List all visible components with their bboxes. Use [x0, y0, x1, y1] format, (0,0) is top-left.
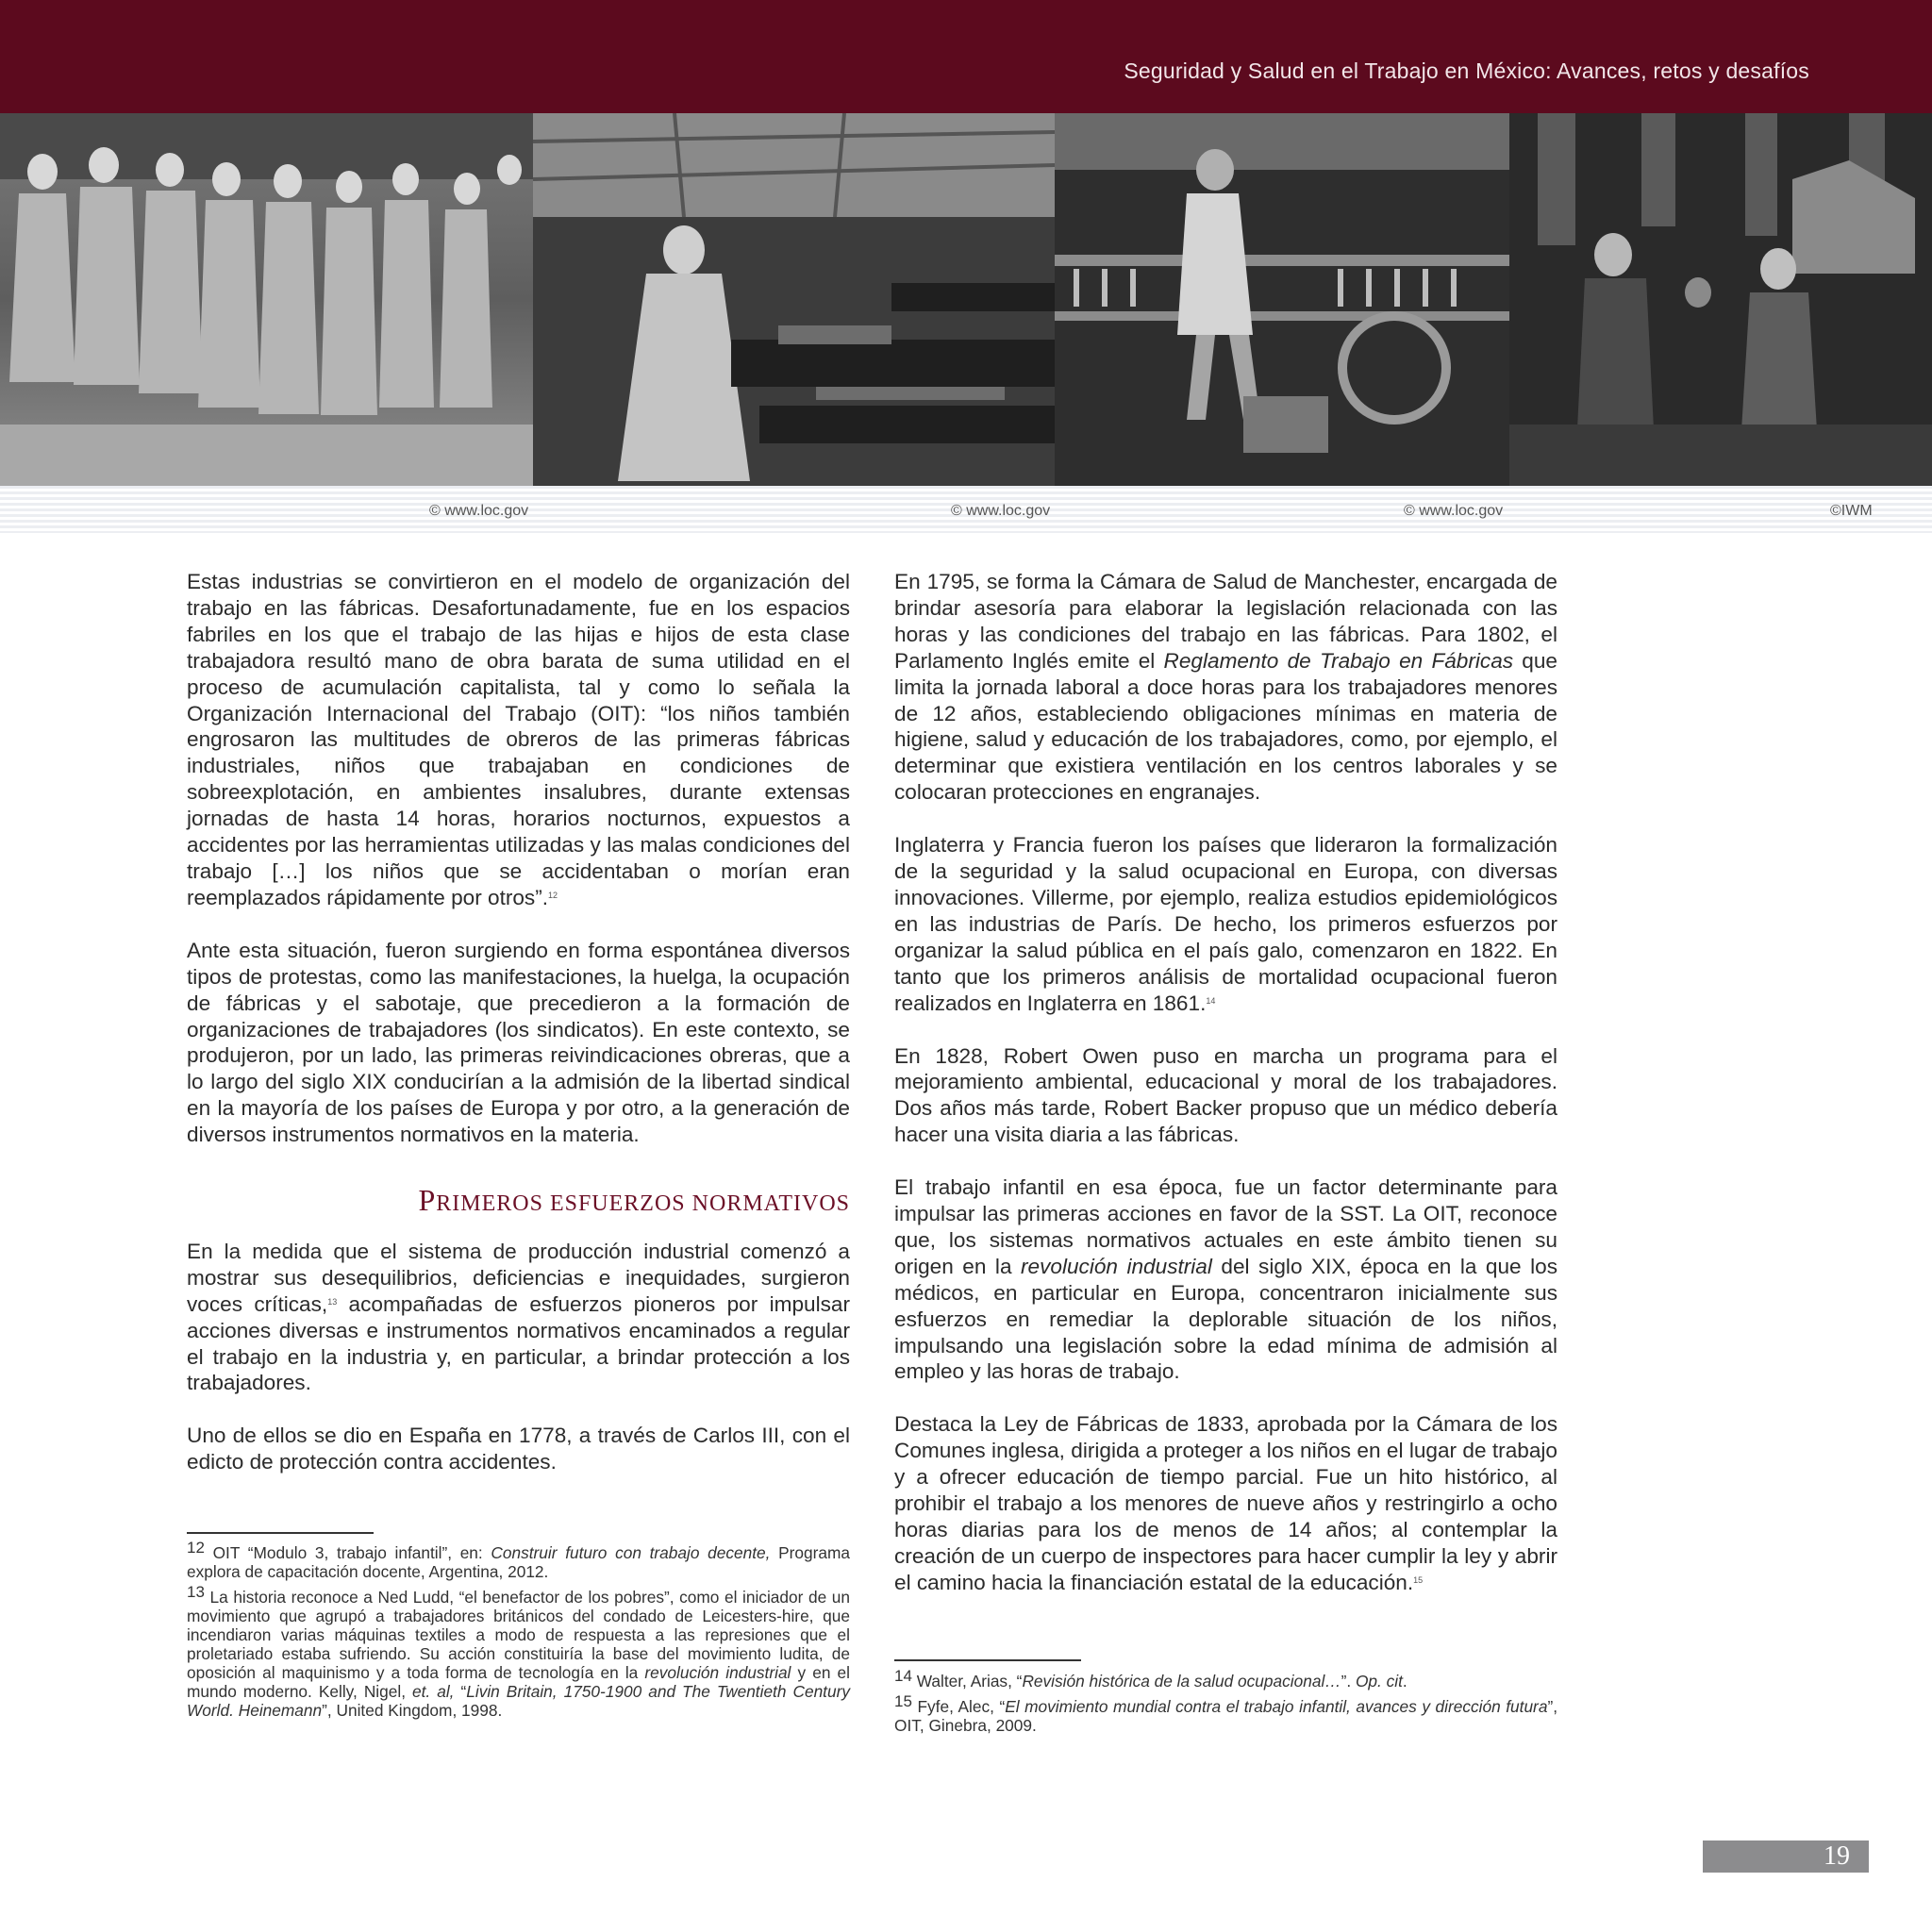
photo-credit: ©IWM	[1830, 503, 1873, 519]
footnote-ref[interactable]: 15	[1413, 1574, 1424, 1585]
footnote-rule	[894, 1659, 1081, 1661]
photo-credits-strip	[0, 486, 1932, 533]
factory-women-workers-photo	[0, 113, 533, 486]
woman-lathe-workshop-photo	[533, 113, 1055, 486]
body-paragraph: Inglaterra y Francia fueron los países que lideraron la formalización de la seguridad y la salud ocupacional en Europa, con diversas innovaciones. Villerme, por ejemplo, realiza estudios epidemiológicos en las industrias de París. De hecho, los primeros esfuerzos por organizar la salud pública en el país galo, comenzaron en 1822. En tanto que los primeros análisis de mortalidad ocupacional fueron realizados en Inglaterra en 1861.14	[894, 833, 1557, 1015]
left-footnotes	[187, 1539, 851, 1726]
body-paragraph: Uno de ellos se dio en España en 1778, a través de Carlos III, con el edicto de protección contra accidentes.	[187, 1424, 850, 1474]
body-paragraph: En 1828, Robert Owen puso en marcha un programa para el mejoramiento ambiental, educacional y moral de los trabajadores. Dos años más tarde, Robert Backer propuso que un médico debería hacer una visita diaria a las fábricas.	[894, 1043, 1557, 1147]
footnote-15: 15 Fyfe, Alec, “El movimiento mundial contra el trabajo infantil, avances y dirección futura”, OIT, Ginebra, 2009.	[894, 1692, 1557, 1735]
body-paragraph: Ante esta situación, fueron surgiendo en forma espontánea diversos tipos de protestas, como las manifestaciones, la huelga, la ocupación de fábricas y el sabotaje, que precedieron a la formación de organizaciones de trabajadores (los sindicatos). En este contexto, se produjeron, por un lado, las primeras reivindicaciones obreras, que a lo largo del siglo XIX conducirían a la admisión de la libertad sindical en la mayoría de los países de Europa y por otro, a la generación de diversos instrumentos normativos en la materia.	[187, 938, 850, 1147]
body-paragraph: Estas industrias se convirtieron en el modelo de organización del trabajo en las fábricas. Desafortunadamente, fue en los espacios fabriles en los que el trabajo de las hijas e hijos de esta clase trabajadora resultó mano de obra barata de suma utilidad en el proceso de acumulación capitalista, tal y como lo señala la Organización Internacional del Trabajo (OIT): “los niños también engrosaron las multitudes de obreros de las primeras fábricas industriales, niños que trabajaban en condiciones de sobreexplotación, en ambientes insalubres, durante extensas jornadas de hasta 14 horas, horarios nocturnos, expuestos a accidentes por las herramientas utilizadas y las malas condiciones del trabajo […] los niños que se accidentaban o morían eran reemplazados rápidamente por otros”.$^{12}$	[187, 570, 850, 909]
footnote-ref[interactable]: 13	[327, 1296, 338, 1307]
photo-credit: © www.loc.gov	[1404, 503, 1504, 519]
section-heading: PRIMEROS ESFUERZOS NORMATIVOS	[418, 1183, 850, 1218]
photo-credit: © www.loc.gov	[951, 503, 1051, 519]
footnote-rule	[187, 1532, 374, 1534]
photo-strip	[0, 113, 1932, 486]
page-number: 19	[1703, 1840, 1869, 1873]
body-paragraph: Destaca la Ley de Fábricas de 1833, aprobada por la Cámara de los Comunes inglesa, dirigida a proteger a los niños en el lugar de trabajo y a ofrecer educación de tiempo parcial. Fue un hito histórico, al prohibir el trabajo a los menores de nueve años y restringirlo a ocho horas diarias para los de menos de 14 años; al contemplar la creación de un cuerpo de inspectores para hacer cumplir la ley y abrir el camino hacia la financiación estatal de la educación.$^{15}$	[894, 1412, 1557, 1594]
child-spinning-mill-photo	[1055, 113, 1509, 486]
right-text-column	[894, 569, 1557, 1596]
boys-glassworks-photo	[1509, 113, 1932, 486]
footnote-12: 12 OIT “Modulo 3, trabajo infantil”, en: Construir futuro con trabajo decente, Programa explora de capacitación docente, Argentina, 2012.	[187, 1539, 850, 1581]
running-header-title: Seguridad y Salud en el Trabajo en México: Avances, retos y desafíos	[1124, 58, 1809, 83]
header-band	[0, 0, 1932, 113]
footnote-13: 13 La historia reconoce a Ned Ludd, “el benefactor de los pobres”, como el iniciador de un movimiento que agrupó a trabajadores británicos del condado de Leicesters-hire, que incendiaron varias máquinas textiles a modo de respuesta a las represiones que el proletariado estaba sufriendo. Su acción constituiría la base del movimiento ludita, de oposición al maquinismo y a toda forma de tecnología en la revolución industrial y en el mundo moderno. Kelly, Nigel, et. al, “Livin Britain, 1750-1900 and The Twentieth Century World. Heinemann”, United Kingdom, 1998.	[187, 1583, 851, 1720]
body-paragraph: En 1795, se forma la Cámara de Salud de Manchester, encargada de brindar asesoría para elaborar la legislación relacionada con las horas y las condiciones del trabajo en las fábricas. Para 1802, el Parlamento Inglés emite el Reglamento de Trabajo en Fábricas que limita la jornada laboral a doce horas para los trabajadores menores de 12 años, estableciendo obligaciones mínimas en materia de higiene, salud y educación de los trabajadores, como, por ejemplo, el determinar que existiera ventilación en los centros laborales y se colocaran protecciones en engranajes.	[894, 570, 1557, 805]
body-paragraph: El trabajo infantil en esa época, fue un factor determinante para impulsar las primeras acciones en favor de la SST. La OIT, reconoce que, los sistemas normativos actuales en este ámbito tienen su origen en la revolución industrial del siglo XIX, época en la que los médicos, en particular en Europa, concentraron inicialmente sus esfuerzos en remediar la deplorable situación de los niños, impulsando una legislación sobre la edad mínima de admisión al empleo y las horas de trabajo.	[894, 1175, 1557, 1384]
footnote-14: 14 Walter, Arias, “Revisión histórica de la salud ocupacional…”. Op. cit.	[894, 1667, 1407, 1690]
photo-credit: © www.loc.gov	[429, 503, 529, 519]
footnote-ref[interactable]: 12	[548, 890, 558, 900]
body-paragraph: En la medida que el sistema de producción industrial comenzó a mostrar sus desequilibrios, deficiencias e inequidades, surgieron voces críticas,$^{13}$ acompañadas de esfuerzos pioneros por impulsar acciones diversas e instrumentos normativos encaminados a regular el trabajo en la industria y, en particular, a brindar protección a los trabajadores.	[187, 1239, 850, 1395]
right-footnotes	[894, 1667, 1557, 1741]
footnote-ref[interactable]: 14	[1206, 995, 1216, 1006]
left-text-column	[187, 569, 850, 1475]
